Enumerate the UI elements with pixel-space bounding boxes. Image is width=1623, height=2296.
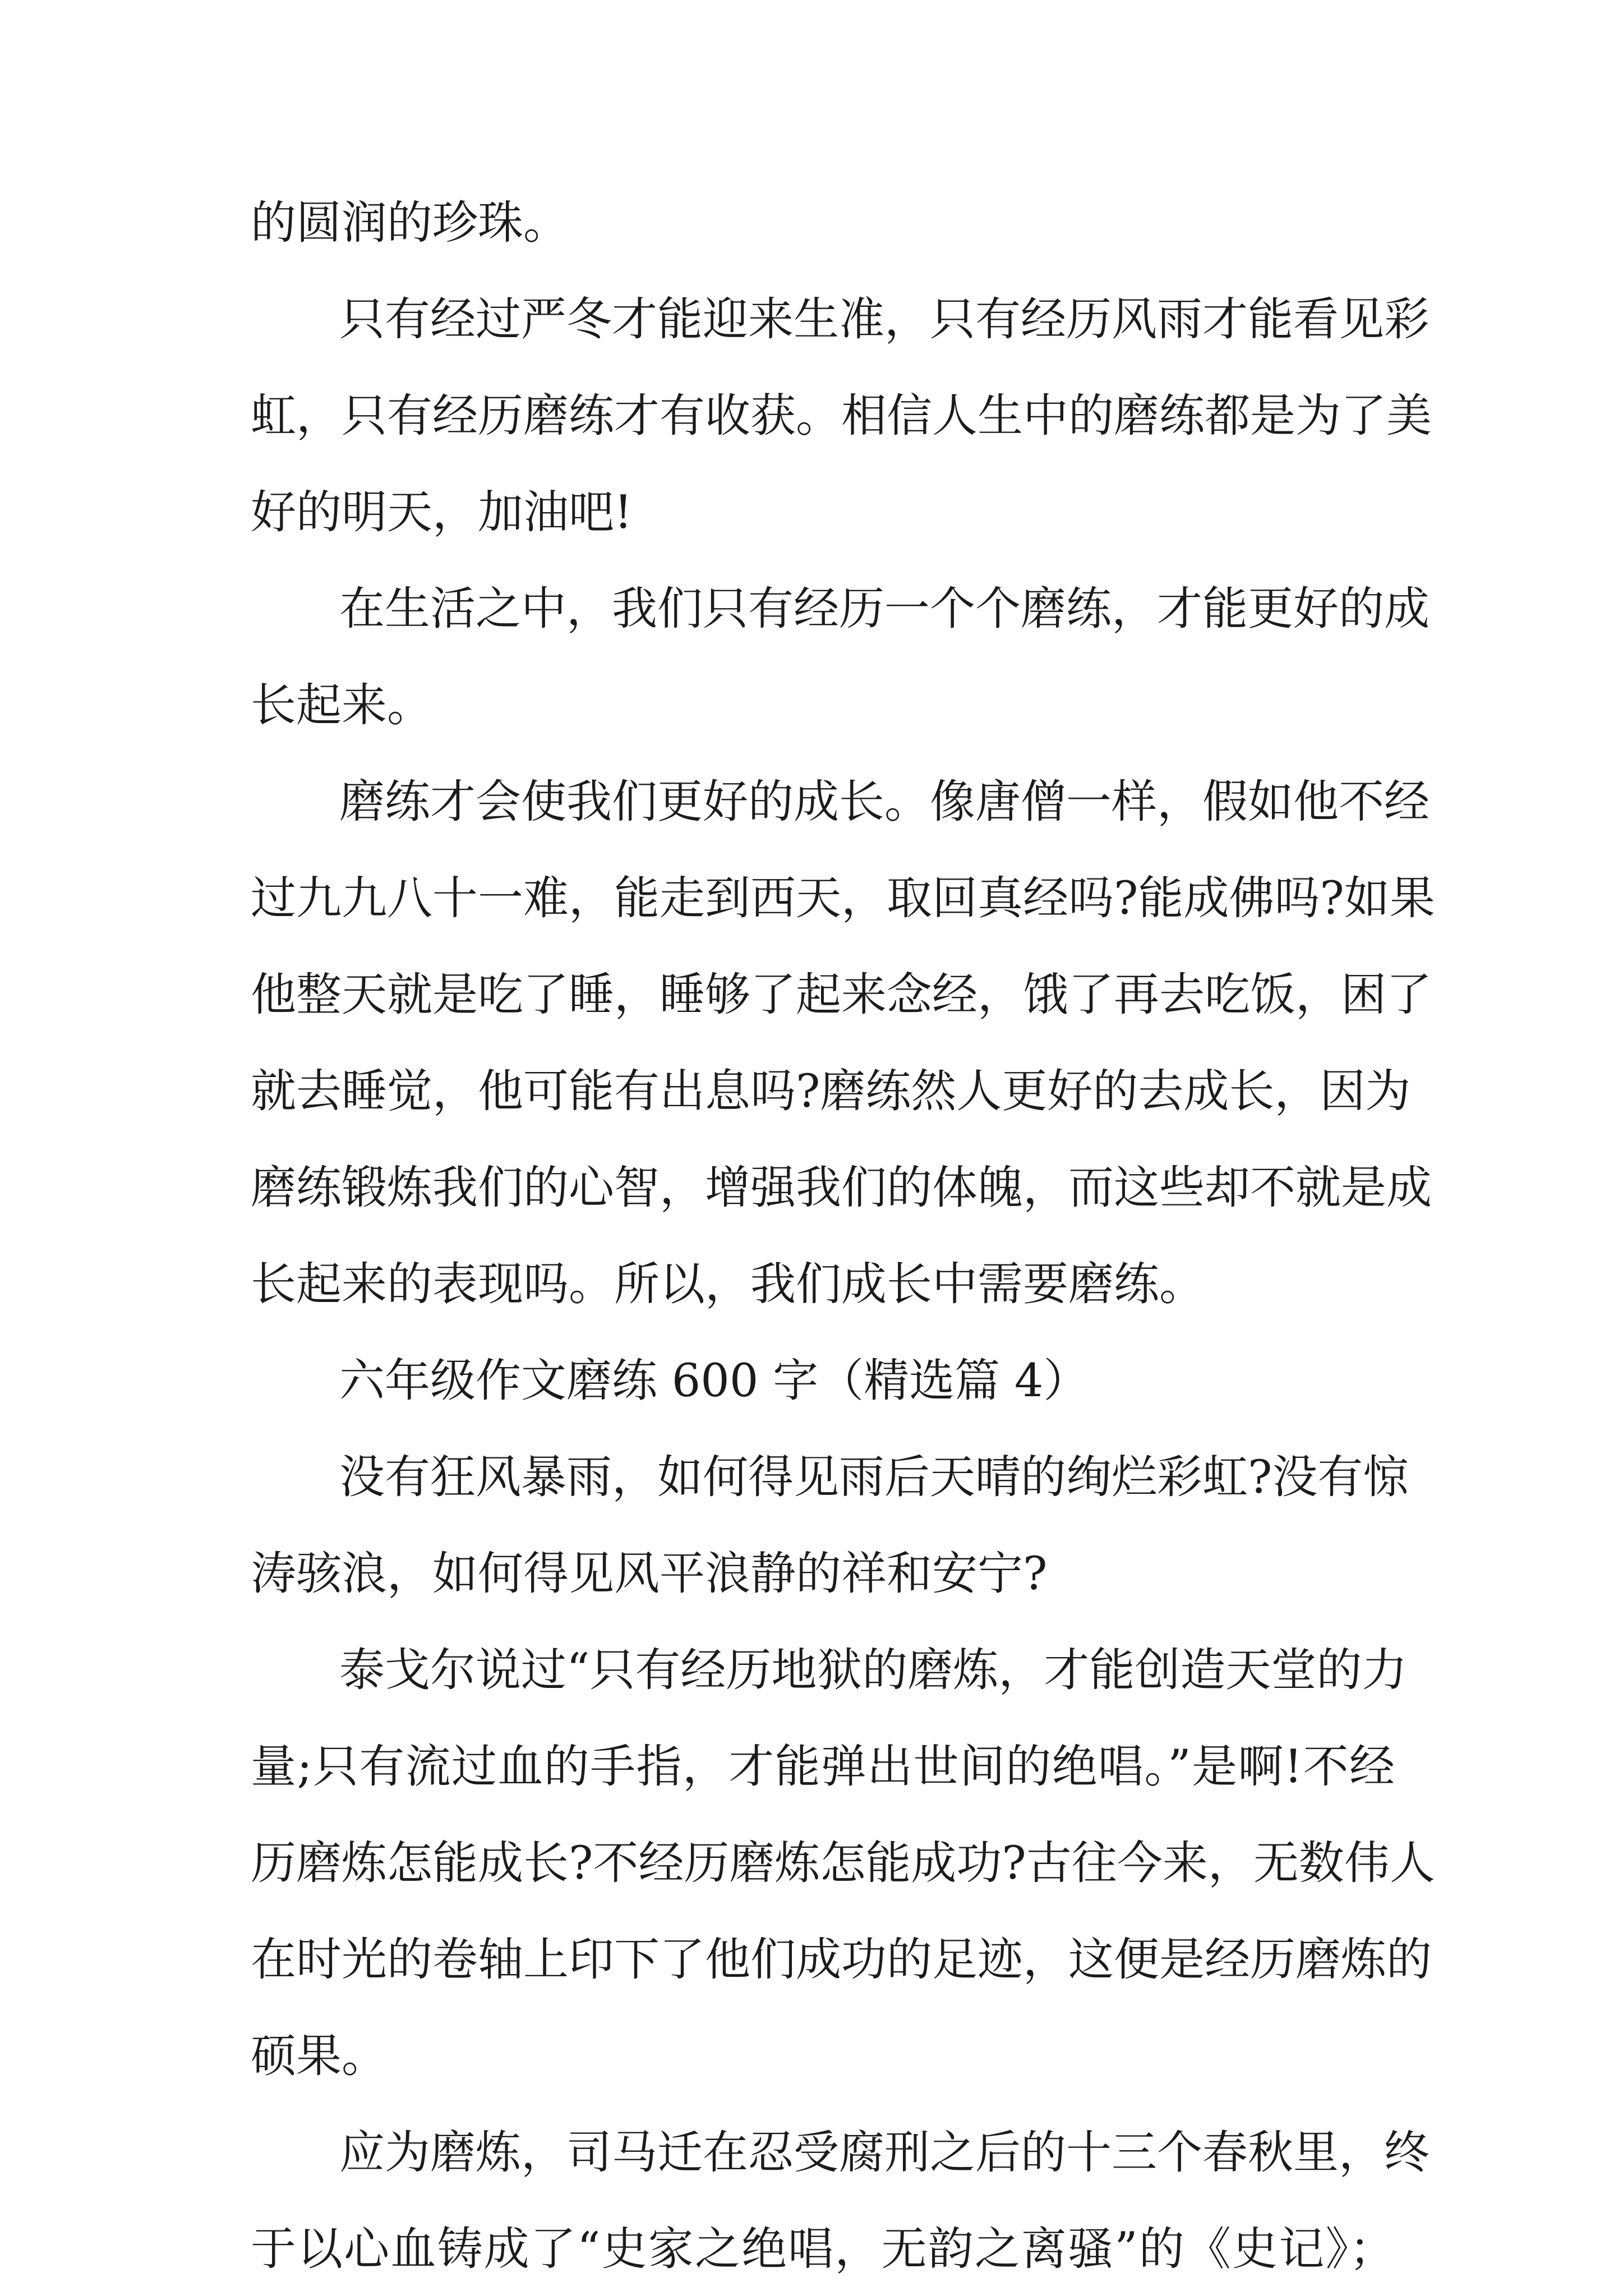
text-line: 他整天就是吃了睡，睡够了起来念经，饿了再去吃饭，困了 <box>251 969 1432 1022</box>
paragraph-first-line: 只有经过严冬才能迎来生准，只有经历风雨才能看见彩 <box>339 293 1430 346</box>
text-line: 历磨炼怎能成长?不经历磨炼怎能成功?古往今来，无数伟人 <box>251 1837 1435 1890</box>
paragraph-first-line: 没有狂风暴雨，如何得见雨后天晴的绚烂彩虹?没有惊 <box>339 1451 1409 1504</box>
text-line: 虹，只有经历磨练才有收获。相信人生中的磨练都是为了美 <box>251 390 1432 443</box>
text-line: 硕果。 <box>251 2030 388 2083</box>
text-line: 长起来的表现吗。所以，我们成长中需要磨练。 <box>251 1258 1205 1311</box>
paragraph-first-line: 泰戈尔说过“只有经历地狱的磨炼，才能创造天堂的力 <box>339 1644 1408 1697</box>
paragraph-first-line: 应为磨炼，司马迁在忍受腐刑之后的十三个春秋里，终 <box>339 2127 1430 2179</box>
text-line: 好的明天，加油吧! <box>251 486 633 539</box>
text-line: 的圆润的珍珠。 <box>251 197 569 250</box>
paragraph-first-line: 在生活之中，我们只有经历一个个磨练，才能更好的成 <box>339 583 1430 636</box>
text-line: 长起来。 <box>251 679 433 732</box>
section-heading: 六年级作文磨练 600 字（精选篇 4） <box>339 1355 1089 1407</box>
paragraph-first-line: 磨练才会使我们更好的成长。像唐僧一样，假如他不经 <box>339 776 1430 829</box>
text-line: 涛骇浪，如何得见风平浪静的祥和安宁? <box>251 1548 1048 1600</box>
text-line: 过九九八十一难，能走到西天，取回真经吗?能成佛吗?如果 <box>251 872 1435 925</box>
text-line: 在时光的卷轴上印下了他们成功的足迹，这便是经历磨炼的 <box>251 1934 1432 1986</box>
text-line: 就去睡觉，他可能有出息吗?磨练然人更好的去成长，因为 <box>251 1065 1411 1118</box>
text-line: 量;只有流过血的手指，才能弹出世间的绝唱。”是啊!不经 <box>251 1741 1395 1793</box>
text-line: 于以心血铸成了“史家之绝唱，无韵之离骚”的《史记》； <box>251 2223 1395 2276</box>
text-line: 磨练锻炼我们的心智，增强我们的体魄，而这些却不就是成 <box>251 1162 1432 1214</box>
